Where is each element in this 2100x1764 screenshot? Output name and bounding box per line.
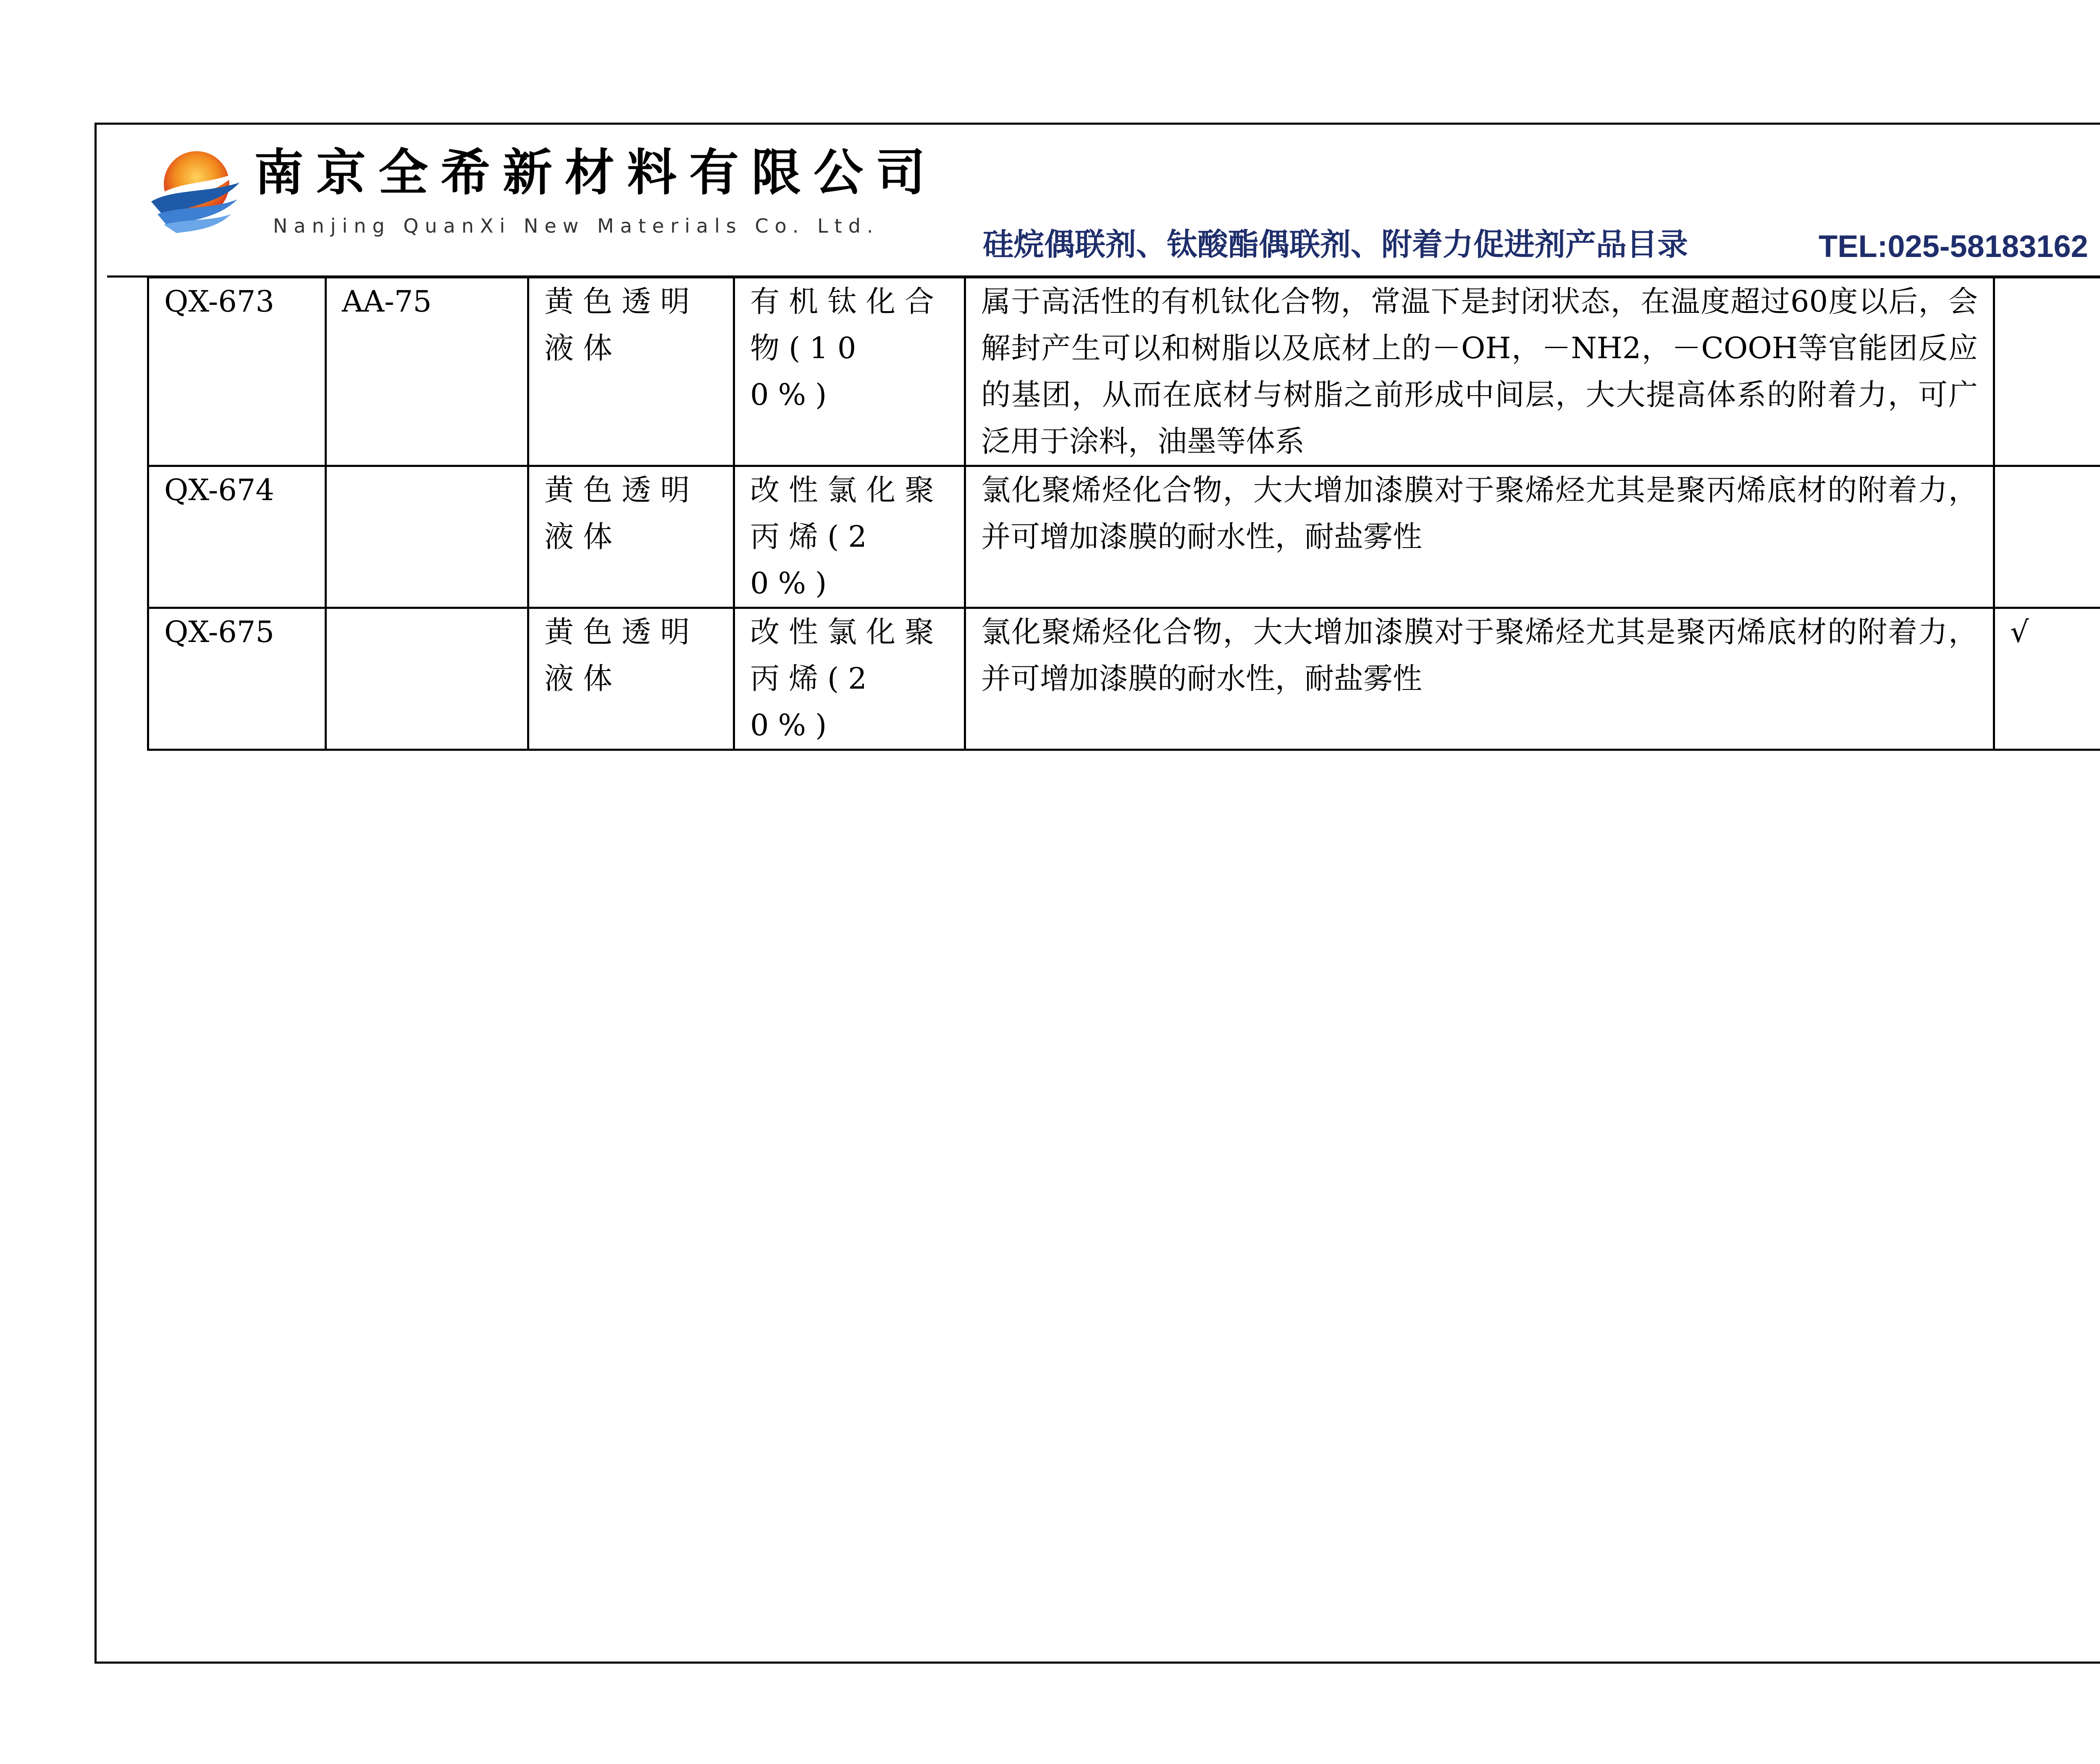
product-code: QX-675 [148, 608, 326, 750]
company-name-en: Nanjing QuanXi New Materials Co. Ltd. [273, 215, 879, 237]
product-code: QX-673 [148, 278, 326, 466]
check-cell-a: √ [1994, 608, 2100, 750]
product-appearance: 黄色透明液体 [528, 608, 734, 750]
check-cell-a [1994, 466, 2100, 608]
sun-wave-logo-icon [147, 147, 244, 235]
product-composition: 改性氯化聚丙烯(20%) [734, 466, 965, 608]
product-code: QX-674 [148, 466, 326, 608]
catalog-title: 硅烷偶联剂、钛酸酯偶联剂、附着力促进剂产品目录 [983, 227, 1688, 262]
table-row [148, 466, 2100, 608]
product-alias: AA-75 [326, 278, 528, 466]
telephone: TEL:025-58183162 [1819, 229, 2088, 264]
product-alias [326, 466, 528, 608]
product-description: 属于高活性的有机钛化合物，常温下是封闭状态，在温度超过60度以后，会解封产生可以和树脂以及底材上的－OH，－NH2，－COOH等官能团反应的基团，从而在底材与树脂之前形成中间层，大大提高体系的附着力，可广泛用于涂料，油墨等体系 [965, 278, 1994, 466]
product-composition: 改性氯化聚丙烯(20%) [734, 608, 965, 750]
table-row [148, 608, 2100, 750]
product-appearance: 黄色透明液体 [528, 466, 734, 608]
company-name-cn: 南京全希新材料有限公司 [254, 143, 938, 202]
table-row [148, 278, 2100, 466]
product-composition: 有机钛化合物(100%) [734, 278, 965, 466]
check-cell-a [1994, 278, 2100, 466]
product-alias [326, 608, 528, 750]
product-appearance: 黄色透明液体 [528, 278, 734, 466]
product-description: 氯化聚烯烃化合物，大大增加漆膜对于聚烯烃尤其是聚丙烯底材的附着力，并可增加漆膜的耐水性，耐盐雾性 [965, 466, 1994, 608]
product-table [147, 276, 2100, 751]
product-description: 氯化聚烯烃化合物，大大增加漆膜对于聚烯烃尤其是聚丙烯底材的附着力，并可增加漆膜的耐水性，耐盐雾性 [965, 608, 1994, 750]
